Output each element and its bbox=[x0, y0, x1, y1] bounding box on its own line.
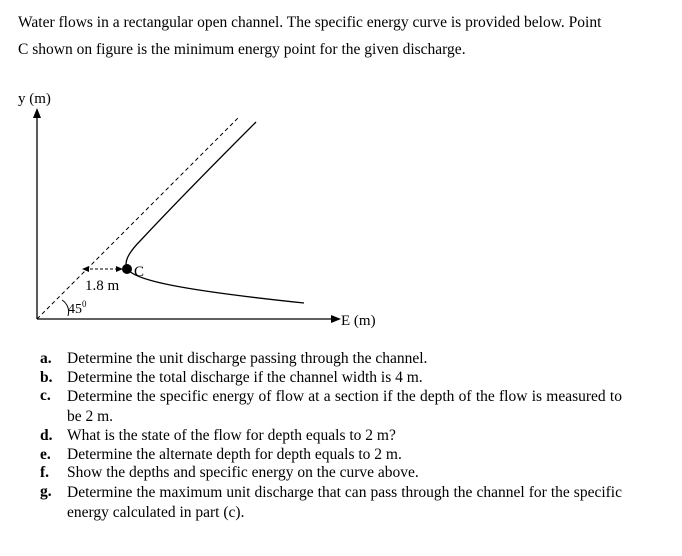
question-item bbox=[40, 464, 622, 483]
question-letter: e. bbox=[40, 445, 51, 463]
critical-depth-arrowhead-left bbox=[82, 266, 89, 272]
question-item bbox=[40, 446, 622, 465]
critical-depth-label: 1.8 m bbox=[85, 278, 120, 294]
specific-energy-figure bbox=[0, 85, 400, 335]
question-letter: f. bbox=[40, 464, 50, 481]
question-text: What is the state of the flow for depth equals to 2 m? bbox=[67, 427, 396, 444]
problem-statement-line-1: Water flows in a rectangular open channel. The specific energy curve is provided below. Point bbox=[18, 14, 602, 31]
x-axis-label: E (m) bbox=[341, 313, 376, 329]
line-y-equals-E bbox=[37, 118, 238, 319]
specific-energy-curve bbox=[126, 122, 304, 303]
y-axis-label: y (m) bbox=[18, 91, 51, 107]
problem-statement-line-2: C shown on figure is the minimum energy point for the given discharge. bbox=[18, 41, 466, 58]
question-list bbox=[40, 350, 622, 523]
angle-label: $45^0$ bbox=[68, 299, 87, 317]
question-item bbox=[40, 483, 622, 523]
question-item bbox=[40, 427, 622, 446]
specific-energy-diagram bbox=[0, 85, 400, 335]
problem-statement bbox=[18, 9, 668, 63]
question-text: Determine the specific energy of flow at a section if the depth of the flow is measured to be 2 m. bbox=[67, 388, 622, 425]
question-text: Determine the maximum unit discharge that can pass through the channel for the specific energy calculated in part (c). bbox=[67, 483, 622, 521]
critical-point-label: C bbox=[134, 264, 145, 280]
question-letter: g. bbox=[40, 482, 52, 500]
question-text: Show the depths and specific energy on the curve above. bbox=[67, 464, 419, 481]
question-letter: a. bbox=[40, 350, 52, 367]
question-letter: d. bbox=[40, 427, 53, 444]
y-axis-arrowhead bbox=[33, 108, 41, 118]
question-letter: b. bbox=[40, 368, 53, 386]
question-item bbox=[40, 369, 622, 388]
question-letter: c. bbox=[40, 387, 51, 404]
x-axis-arrowhead bbox=[331, 315, 341, 323]
question-item bbox=[40, 387, 622, 427]
question-text: Determine the alternate depth for depth equals to 2 m. bbox=[67, 445, 402, 463]
question-text: Determine the total discharge if the channel width is 4 m. bbox=[67, 368, 423, 386]
critical-point-c bbox=[122, 264, 132, 274]
question-item bbox=[40, 350, 622, 369]
critical-depth-arrowhead-right bbox=[116, 266, 123, 272]
question-text: Determine the unit discharge passing through the channel. bbox=[67, 350, 428, 367]
